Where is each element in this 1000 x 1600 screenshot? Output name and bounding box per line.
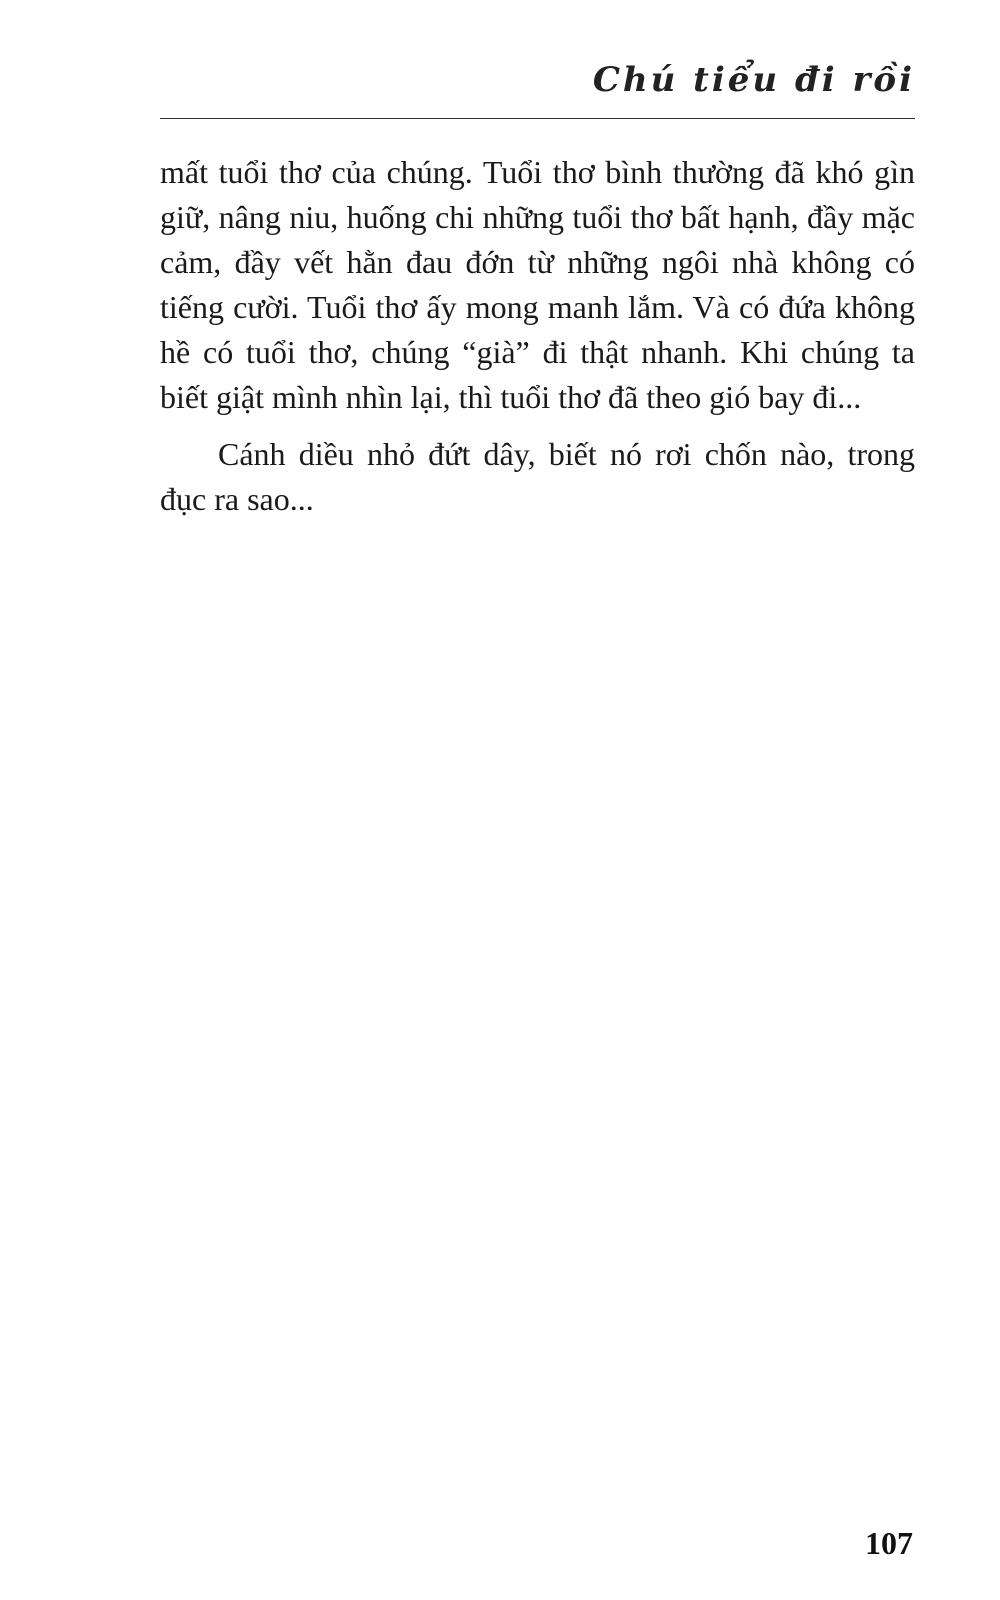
body-text [160,150,915,534]
header-divider [160,118,915,119]
running-header-title: Chú tiểu đi rồi [592,60,915,100]
paragraph-continuation: mất tuổi thơ của chúng. Tuổi thơ bình thường đã khó gìn giữ, nâng niu, huống chi những tuổi thơ bất hạnh, đầy mặc cảm, đầy vết hằn đau đớn từ những ngôi nhà không có tiếng cười. Tuổi thơ ấy mong manh lắm. Và có đứa không hề có tuổi thơ, chúng “già” đi thật nhanh. Khi chúng ta biết giật mình nhìn lại, thì tuổi thơ đã theo gió bay đi... [160,154,915,415]
page-number: 107 [865,1525,913,1561]
paragraph: Cánh diều nhỏ đứt dây, biết nó rơi chốn nào, trong đục ra sao... [160,436,915,517]
